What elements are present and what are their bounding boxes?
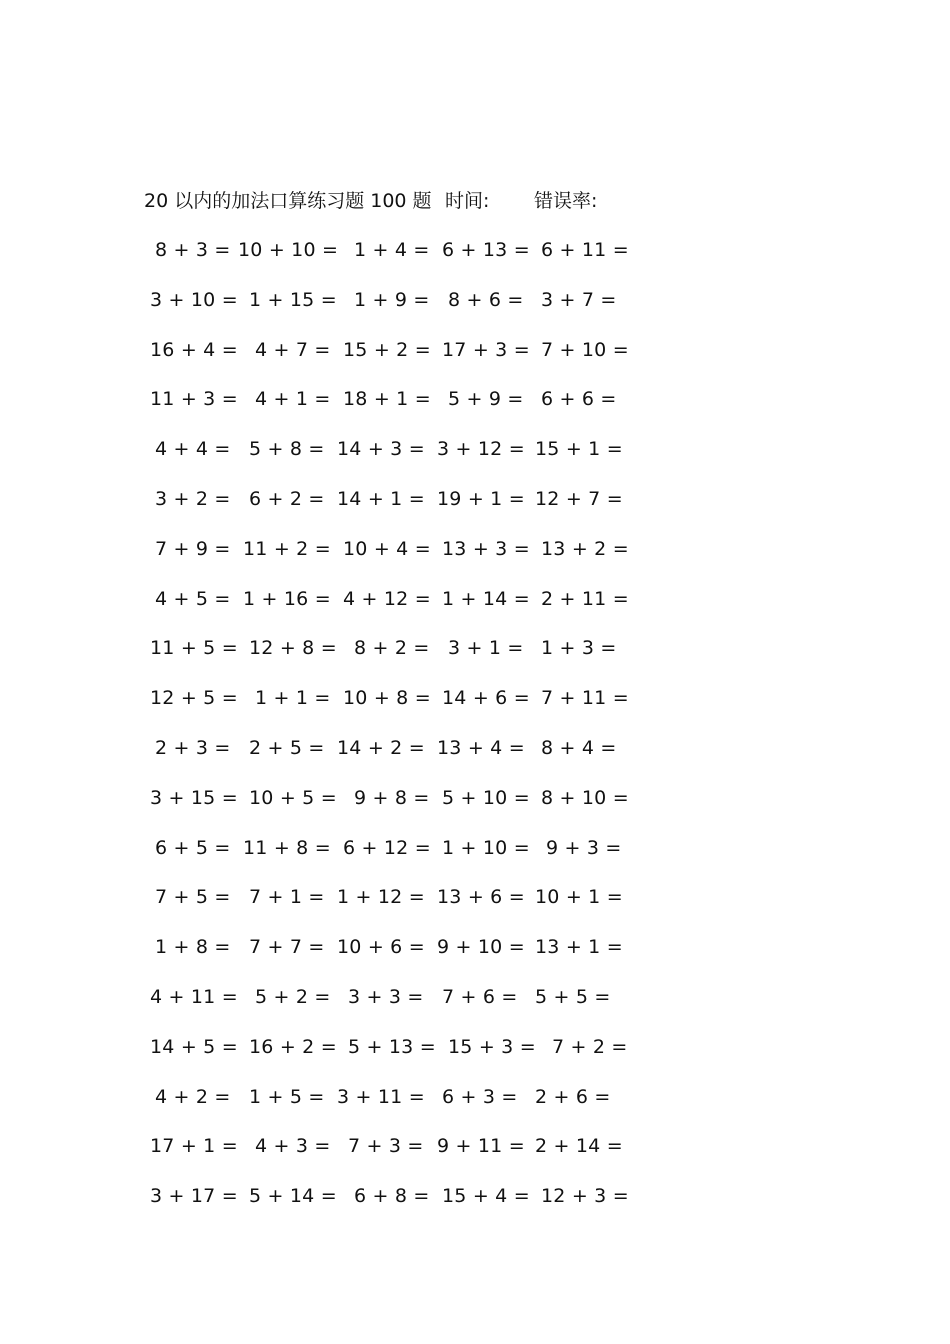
problem-cell: 5 + 5 = bbox=[535, 986, 611, 1008]
problem-cell: 7 + 1 = bbox=[249, 886, 325, 909]
problem-cell: 3 + 12 = bbox=[437, 438, 525, 461]
problem-cell: 4 + 4 = bbox=[155, 438, 231, 461]
problem-cell: 8 + 4 = bbox=[541, 737, 617, 759]
problem-cell: 5 + 2 = bbox=[255, 986, 331, 1008]
problem-cell: 10 + 10 = bbox=[238, 239, 339, 261]
problem-cell: 8 + 10 = bbox=[541, 786, 629, 809]
problem-cell: 13 + 2 = bbox=[541, 537, 629, 560]
problem-cell: 3 + 10 = bbox=[150, 288, 238, 311]
problem-cell: 6 + 3 = bbox=[442, 1085, 518, 1108]
problem-cell: 12 + 5 = bbox=[150, 687, 238, 710]
problem-cell: 4 + 5 = bbox=[155, 587, 231, 610]
problem-cell: 7 + 7 = bbox=[249, 936, 325, 959]
problem-row bbox=[0, 1082, 950, 1112]
problem-row bbox=[0, 683, 950, 713]
problem-cell: 2 + 3 = bbox=[155, 737, 231, 759]
problem-cell: 7 + 5 = bbox=[155, 886, 231, 909]
problem-cell: 14 + 2 = bbox=[337, 737, 425, 759]
problem-cell: 1 + 16 = bbox=[243, 587, 331, 610]
problem-cell: 9 + 3 = bbox=[546, 836, 622, 859]
problem-cell: 5 + 8 = bbox=[249, 438, 325, 461]
problem-cell: 9 + 11 = bbox=[437, 1135, 525, 1158]
problem-cell: 10 + 4 = bbox=[343, 537, 431, 560]
problem-row bbox=[0, 633, 950, 663]
problem-cell: 6 + 11 = bbox=[541, 239, 629, 261]
problem-cell: 2 + 5 = bbox=[249, 737, 325, 759]
problem-cell: 14 + 6 = bbox=[442, 687, 530, 710]
problem-row bbox=[0, 783, 950, 813]
problem-cell: 1 + 9 = bbox=[354, 288, 430, 311]
problem-row bbox=[0, 733, 950, 763]
problem-cell: 6 + 8 = bbox=[354, 1185, 430, 1208]
worksheet-title: 20 以内的加法口算练习题 100 题 bbox=[144, 190, 432, 212]
problem-cell: 18 + 1 = bbox=[343, 388, 431, 411]
problem-cell: 4 + 11 = bbox=[150, 986, 238, 1008]
problem-cell: 6 + 6 = bbox=[541, 388, 617, 411]
problem-cell: 3 + 2 = bbox=[155, 488, 231, 510]
problem-cell: 9 + 10 = bbox=[437, 936, 525, 959]
problem-cell: 15 + 1 = bbox=[535, 438, 623, 461]
problem-cell: 15 + 4 = bbox=[442, 1185, 530, 1208]
problem-cell: 16 + 2 = bbox=[249, 1035, 337, 1058]
problem-cell: 16 + 4 = bbox=[150, 338, 238, 361]
problem-cell: 19 + 1 = bbox=[437, 488, 525, 510]
problem-cell: 5 + 9 = bbox=[448, 388, 524, 411]
problem-cell: 2 + 14 = bbox=[535, 1135, 623, 1158]
problem-cell: 17 + 1 = bbox=[150, 1135, 238, 1158]
problem-row bbox=[0, 932, 950, 962]
problem-row bbox=[0, 285, 950, 315]
problem-cell: 10 + 8 = bbox=[343, 687, 431, 710]
problem-cell: 10 + 1 = bbox=[535, 886, 623, 909]
problem-cell: 3 + 17 = bbox=[150, 1185, 238, 1208]
problem-cell: 11 + 2 = bbox=[243, 537, 331, 560]
problem-cell: 14 + 1 = bbox=[337, 488, 425, 510]
problem-cell: 1 + 15 = bbox=[249, 288, 337, 311]
problem-cell: 6 + 5 = bbox=[155, 836, 231, 859]
problem-cell: 2 + 6 = bbox=[535, 1085, 611, 1108]
problem-row bbox=[0, 833, 950, 863]
problem-cell: 3 + 11 = bbox=[337, 1085, 425, 1108]
problem-cell: 7 + 9 = bbox=[155, 537, 231, 560]
problem-row bbox=[0, 335, 950, 365]
time-label: 时间: bbox=[445, 190, 490, 212]
problem-cell: 3 + 15 = bbox=[150, 786, 238, 809]
problem-cell: 7 + 6 = bbox=[442, 986, 518, 1008]
problem-cell: 7 + 2 = bbox=[552, 1035, 628, 1058]
problem-cell: 13 + 3 = bbox=[442, 537, 530, 560]
problem-row bbox=[0, 584, 950, 614]
problem-cell: 1 + 12 = bbox=[337, 886, 425, 909]
problem-cell: 2 + 11 = bbox=[541, 587, 629, 610]
problem-cell: 1 + 8 = bbox=[155, 936, 231, 959]
problem-cell: 15 + 2 = bbox=[343, 338, 431, 361]
problem-cell: 14 + 5 = bbox=[150, 1035, 238, 1058]
problem-cell: 3 + 1 = bbox=[448, 637, 524, 660]
problem-cell: 8 + 3 = bbox=[155, 239, 231, 261]
problem-cell: 13 + 6 = bbox=[437, 886, 525, 909]
problem-cell: 4 + 7 = bbox=[255, 338, 331, 361]
problem-cell: 4 + 1 = bbox=[255, 388, 331, 411]
problem-cell: 5 + 13 = bbox=[348, 1035, 436, 1058]
problem-cell: 4 + 3 = bbox=[255, 1135, 331, 1158]
problem-cell: 3 + 3 = bbox=[348, 986, 424, 1008]
problem-cell: 4 + 12 = bbox=[343, 587, 431, 610]
problem-cell: 10 + 5 = bbox=[249, 786, 337, 809]
problem-cell: 11 + 3 = bbox=[150, 388, 238, 411]
problem-cell: 7 + 11 = bbox=[541, 687, 629, 710]
problem-cell: 12 + 3 = bbox=[541, 1185, 629, 1208]
problem-cell: 13 + 4 = bbox=[437, 737, 525, 759]
problem-cell: 11 + 8 = bbox=[243, 836, 331, 859]
problem-cell: 13 + 1 = bbox=[535, 936, 623, 959]
problem-row bbox=[0, 1131, 950, 1161]
problem-cell: 1 + 3 = bbox=[541, 637, 617, 660]
problem-cell: 3 + 7 = bbox=[541, 288, 617, 311]
problem-cell: 11 + 5 = bbox=[150, 637, 238, 660]
problem-row bbox=[0, 534, 950, 564]
problem-row bbox=[0, 484, 950, 514]
problem-cell: 7 + 10 = bbox=[541, 338, 629, 361]
problem-cell: 5 + 14 = bbox=[249, 1185, 337, 1208]
problem-cell: 1 + 10 = bbox=[442, 836, 530, 859]
problem-cell: 1 + 1 = bbox=[255, 687, 331, 710]
problem-cell: 8 + 2 = bbox=[354, 637, 430, 660]
problem-row bbox=[0, 1032, 950, 1062]
problem-cell: 1 + 14 = bbox=[442, 587, 530, 610]
problem-row bbox=[0, 235, 950, 265]
problem-cell: 4 + 2 = bbox=[155, 1085, 231, 1108]
problem-cell: 9 + 8 = bbox=[354, 786, 430, 809]
problem-cell: 1 + 4 = bbox=[354, 239, 430, 261]
problem-row bbox=[0, 384, 950, 414]
problem-cell: 12 + 8 = bbox=[249, 637, 337, 660]
problem-row bbox=[0, 434, 950, 464]
problem-cell: 6 + 2 = bbox=[249, 488, 325, 510]
problem-cell: 15 + 3 = bbox=[448, 1035, 536, 1058]
problem-cell: 10 + 6 = bbox=[337, 936, 425, 959]
problem-cell: 6 + 13 = bbox=[442, 239, 530, 261]
problem-row bbox=[0, 982, 950, 1012]
problem-cell: 12 + 7 = bbox=[535, 488, 623, 510]
problem-cell: 1 + 5 = bbox=[249, 1085, 325, 1108]
problem-cell: 6 + 12 = bbox=[343, 836, 431, 859]
problem-cell: 7 + 3 = bbox=[348, 1135, 424, 1158]
problem-cell: 14 + 3 = bbox=[337, 438, 425, 461]
problem-row bbox=[0, 1181, 950, 1211]
error-rate-label: 错误率: bbox=[534, 190, 598, 212]
problem-cell: 5 + 10 = bbox=[442, 786, 530, 809]
problem-cell: 8 + 6 = bbox=[448, 288, 524, 311]
problem-cell: 17 + 3 = bbox=[442, 338, 530, 361]
problem-row bbox=[0, 882, 950, 912]
